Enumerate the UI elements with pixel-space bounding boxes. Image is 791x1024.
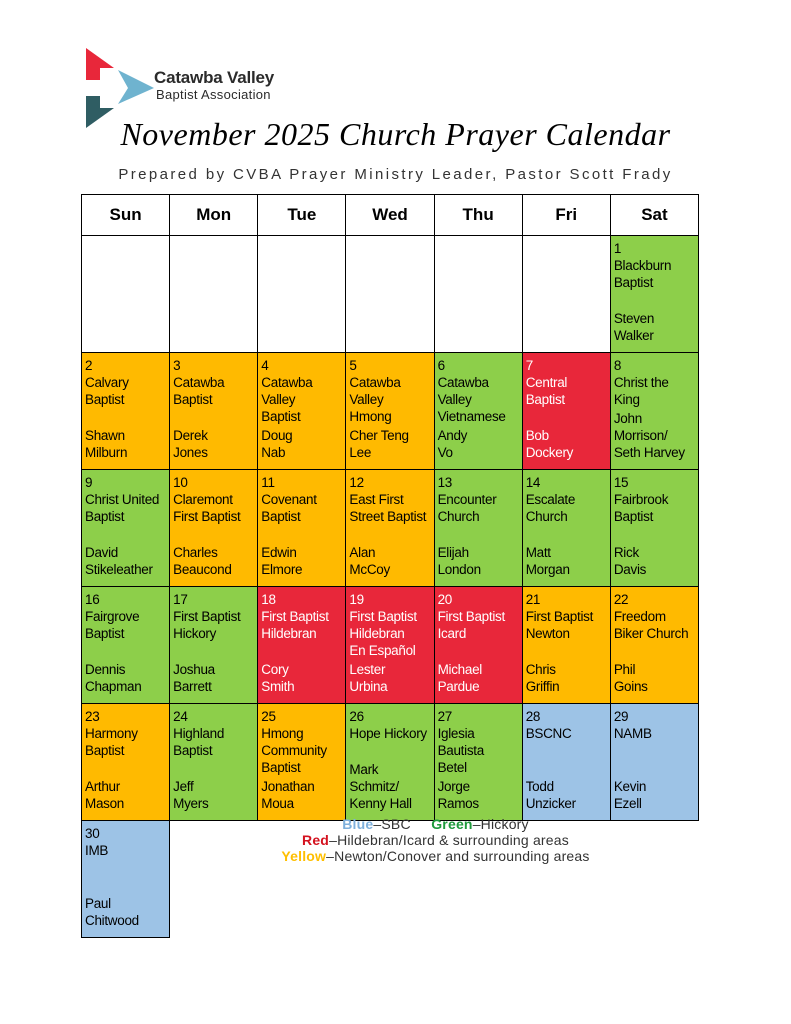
day-cell-content — [85, 591, 167, 695]
legend-red-label: Red — [302, 832, 330, 848]
day-cell-content — [85, 474, 167, 578]
day-cell-content — [526, 708, 608, 812]
pastor-name: Michael Pardue — [437, 662, 482, 694]
pastor-name: Matt Morgan — [525, 545, 570, 577]
day-number: 15 — [613, 475, 629, 490]
day-cell — [258, 704, 346, 821]
weekday-wed: Wed — [346, 195, 434, 236]
day-cell — [258, 587, 346, 704]
pastor-name: Cory Smith — [261, 662, 295, 694]
day-cell — [610, 353, 698, 470]
church-name: First Baptist Hickory — [173, 609, 241, 641]
day-cell — [522, 704, 610, 821]
church-name: Claremont First Baptist — [173, 492, 241, 524]
weekday-header-row — [82, 195, 699, 236]
day-cell-content — [173, 474, 255, 578]
day-number: 27 — [437, 709, 452, 724]
day-number: 6 — [437, 358, 445, 373]
day-number: 18 — [261, 592, 276, 607]
church-name: BSCNC — [525, 726, 572, 741]
day-number: 14 — [525, 475, 541, 490]
day-cell — [82, 353, 170, 470]
day-cell-content — [614, 591, 696, 695]
day-cell — [258, 353, 346, 470]
day-number: 17 — [173, 592, 188, 607]
church-name: Covenant Baptist — [261, 492, 317, 524]
day-cell — [610, 587, 698, 704]
church-name: Catawba Valley Hmong — [349, 375, 401, 424]
church-name: First Baptist Icard — [437, 609, 505, 641]
day-cell — [170, 470, 258, 587]
day-cell-content — [438, 474, 520, 578]
pastor-name: Derek Jones — [173, 428, 208, 460]
day-cell-content — [85, 357, 167, 461]
church-name: Highland Baptist — [173, 726, 225, 758]
church-name: IMB — [85, 843, 109, 858]
day-cell-content — [526, 474, 608, 578]
empty-day-cell — [258, 236, 346, 353]
church-name: NAMB — [613, 726, 652, 741]
pastor-name: John Morrison/ Seth Harvey — [613, 411, 685, 460]
pastor-name: Paul Chitwood — [85, 896, 139, 928]
legend-green-text: –Hickory — [472, 816, 529, 832]
day-cell-content — [614, 357, 696, 461]
pastor-name: Joshua Barrett — [173, 662, 215, 694]
day-cell-content — [261, 474, 343, 578]
day-cell — [522, 587, 610, 704]
calendar-week-row — [82, 353, 699, 470]
day-cell — [346, 587, 434, 704]
day-number: 12 — [349, 475, 364, 490]
weekday-thu: Thu — [434, 195, 522, 236]
day-cell-content — [173, 591, 255, 695]
day-number: 29 — [613, 709, 629, 724]
day-cell — [522, 470, 610, 587]
church-name: Catawba Valley Baptist — [261, 375, 313, 424]
day-number: 16 — [85, 592, 100, 607]
legend-yellow-label: Yellow — [281, 848, 327, 864]
church-name: Freedom Biker Church — [613, 609, 689, 641]
pastor-name: Edwin Elmore — [261, 545, 303, 577]
church-name: Fairgrove Baptist — [85, 609, 140, 641]
day-cell-content — [349, 708, 431, 812]
pastor-name: Arthur Mason — [85, 779, 125, 811]
legend-yellow-text: –Newton/Conover and surrounding areas — [326, 848, 590, 864]
day-cell — [434, 353, 522, 470]
pastor-name: Charles Beaucond — [173, 545, 232, 577]
pastor-name: Steven Walker — [613, 311, 655, 343]
day-cell-content — [261, 591, 343, 695]
day-cell — [434, 587, 522, 704]
pastor-name: Chris Griffin — [525, 662, 560, 694]
day-number: 26 — [349, 709, 364, 724]
day-cell-content — [349, 474, 431, 578]
day-cell — [346, 704, 434, 821]
pastor-name: Shawn Milburn — [85, 428, 128, 460]
church-name: First Baptist Hildebran En Español — [349, 609, 417, 658]
church-name: Catawba Baptist — [173, 375, 225, 407]
day-number: 10 — [173, 475, 188, 490]
church-name: First Baptist Hildebran — [261, 609, 329, 641]
day-cell-content — [173, 357, 255, 461]
day-number: 30 — [85, 826, 100, 841]
day-number: 23 — [85, 709, 100, 724]
day-cell — [346, 353, 434, 470]
weekday-mon: Mon — [170, 195, 258, 236]
day-cell-content — [438, 591, 520, 695]
day-number: 13 — [437, 475, 452, 490]
day-cell-content — [438, 357, 520, 461]
church-name: East First Street Baptist — [349, 492, 427, 524]
pastor-name: David Stikeleather — [85, 545, 153, 577]
day-number: 21 — [525, 592, 541, 607]
pastor-name: Andy Vo — [437, 428, 468, 460]
day-number: 24 — [173, 709, 188, 724]
day-cell — [82, 821, 170, 938]
day-number: 7 — [525, 358, 533, 373]
pastor-name: Jeff Myers — [173, 779, 209, 811]
legend-blue-text: –SBC — [373, 816, 411, 832]
weekday-sat: Sat — [610, 195, 698, 236]
church-name: Hmong Community Baptist — [261, 726, 327, 775]
church-name: Catawba Valley Vietnamese — [437, 375, 506, 424]
day-cell — [82, 704, 170, 821]
day-number: 28 — [525, 709, 541, 724]
day-cell — [346, 470, 434, 587]
day-number: 4 — [261, 358, 269, 373]
church-name: Harmony Baptist — [85, 726, 138, 758]
pastor-name: Cher Teng Lee — [349, 428, 409, 460]
day-cell-content — [349, 357, 431, 461]
pastor-name: Jorge Ramos — [437, 779, 479, 811]
weekday-fri: Fri — [522, 195, 610, 236]
church-name: Hope Hickory — [349, 726, 427, 741]
legend-green-label: Green — [431, 816, 473, 832]
church-name: Blackburn Baptist — [613, 258, 672, 290]
pastor-name: Doug Nab — [261, 428, 293, 460]
pastor-name: Todd Unzicker — [525, 779, 576, 811]
day-cell-content — [173, 708, 255, 812]
pastor-name: Dennis Chapman — [85, 662, 142, 694]
day-cell-content — [261, 708, 343, 812]
day-cell — [610, 236, 698, 353]
legend-line-3 — [172, 848, 699, 864]
weekday-sun: Sun — [82, 195, 170, 236]
legend-line-1 — [172, 816, 699, 832]
legend-red-text: –Hildebran/Icard & surrounding areas — [329, 832, 569, 848]
legend-line-2 — [172, 832, 699, 848]
day-number: 8 — [613, 358, 622, 373]
day-cell-content — [85, 708, 167, 812]
day-number: 1 — [613, 241, 622, 256]
day-cell-content — [526, 591, 608, 695]
day-cell — [258, 470, 346, 587]
pastor-name: Elijah London — [437, 545, 481, 577]
day-number: 2 — [85, 358, 93, 373]
calendar-week-row — [82, 587, 699, 704]
day-cell — [610, 704, 698, 821]
day-cell-content — [614, 474, 696, 578]
pastor-name: Kevin Ezell — [613, 779, 647, 811]
calendar-week-row — [82, 236, 699, 353]
day-number: 5 — [349, 358, 357, 373]
day-cell-content — [614, 240, 696, 344]
church-name: Encounter Church — [437, 492, 497, 524]
day-cell-content — [85, 825, 167, 929]
day-cell-content — [438, 708, 520, 812]
logo-subtitle: Baptist Association — [156, 87, 271, 102]
day-number: 20 — [437, 592, 452, 607]
day-cell — [170, 353, 258, 470]
empty-day-cell — [170, 236, 258, 353]
color-legend — [172, 816, 699, 864]
day-cell — [82, 470, 170, 587]
day-number: 22 — [613, 592, 629, 607]
day-cell-content — [614, 708, 696, 812]
pastor-name: Jonathan Moua — [261, 779, 315, 811]
day-cell-content — [349, 591, 431, 695]
page-subtitle: Prepared by CVBA Prayer Ministry Leader, Pastor Scott Frady — [118, 166, 673, 183]
weekday-tue: Tue — [258, 195, 346, 236]
day-cell — [434, 470, 522, 587]
day-number: 25 — [261, 709, 276, 724]
day-cell — [170, 704, 258, 821]
pastor-name: Phil Goins — [613, 662, 648, 694]
empty-day-cell — [522, 236, 610, 353]
church-name: First Baptist Newton — [525, 609, 594, 641]
day-cell-content — [261, 357, 343, 461]
day-cell-content — [526, 357, 608, 461]
pastor-name: Alan McCoy — [349, 545, 390, 577]
page-title: November 2025 Church Prayer Calendar — [120, 116, 671, 152]
church-name: Calvary Baptist — [85, 375, 129, 407]
church-name: Iglesia Bautista Betel — [437, 726, 484, 775]
day-number: 19 — [349, 592, 364, 607]
day-cell — [82, 587, 170, 704]
day-cell — [522, 353, 610, 470]
day-number: 9 — [85, 475, 93, 490]
legend-blue-label: Blue — [342, 816, 374, 832]
pastor-name: Bob Dockery — [525, 428, 574, 460]
church-name: Central Baptist — [525, 375, 568, 407]
church-name: Christ the King — [613, 375, 669, 407]
pastor-name: Mark Schmitz/ Kenny Hall — [349, 762, 412, 811]
pastor-name: Lester Urbina — [349, 662, 388, 694]
day-number: 11 — [261, 475, 275, 490]
calendar-week-row — [82, 704, 699, 821]
church-name: Fairbrook Baptist — [613, 492, 669, 524]
day-cell — [610, 470, 698, 587]
pastor-name: Rick Davis — [613, 545, 647, 577]
empty-day-cell — [346, 236, 434, 353]
church-name: Escalate Church — [525, 492, 576, 524]
logo-title: Catawba Valley — [154, 68, 275, 87]
calendar-week-row — [82, 470, 699, 587]
empty-day-cell — [434, 236, 522, 353]
church-name: Christ United Baptist — [85, 492, 160, 524]
day-cell — [170, 587, 258, 704]
day-number: 3 — [173, 358, 181, 373]
day-cell — [434, 704, 522, 821]
empty-day-cell — [82, 236, 170, 353]
